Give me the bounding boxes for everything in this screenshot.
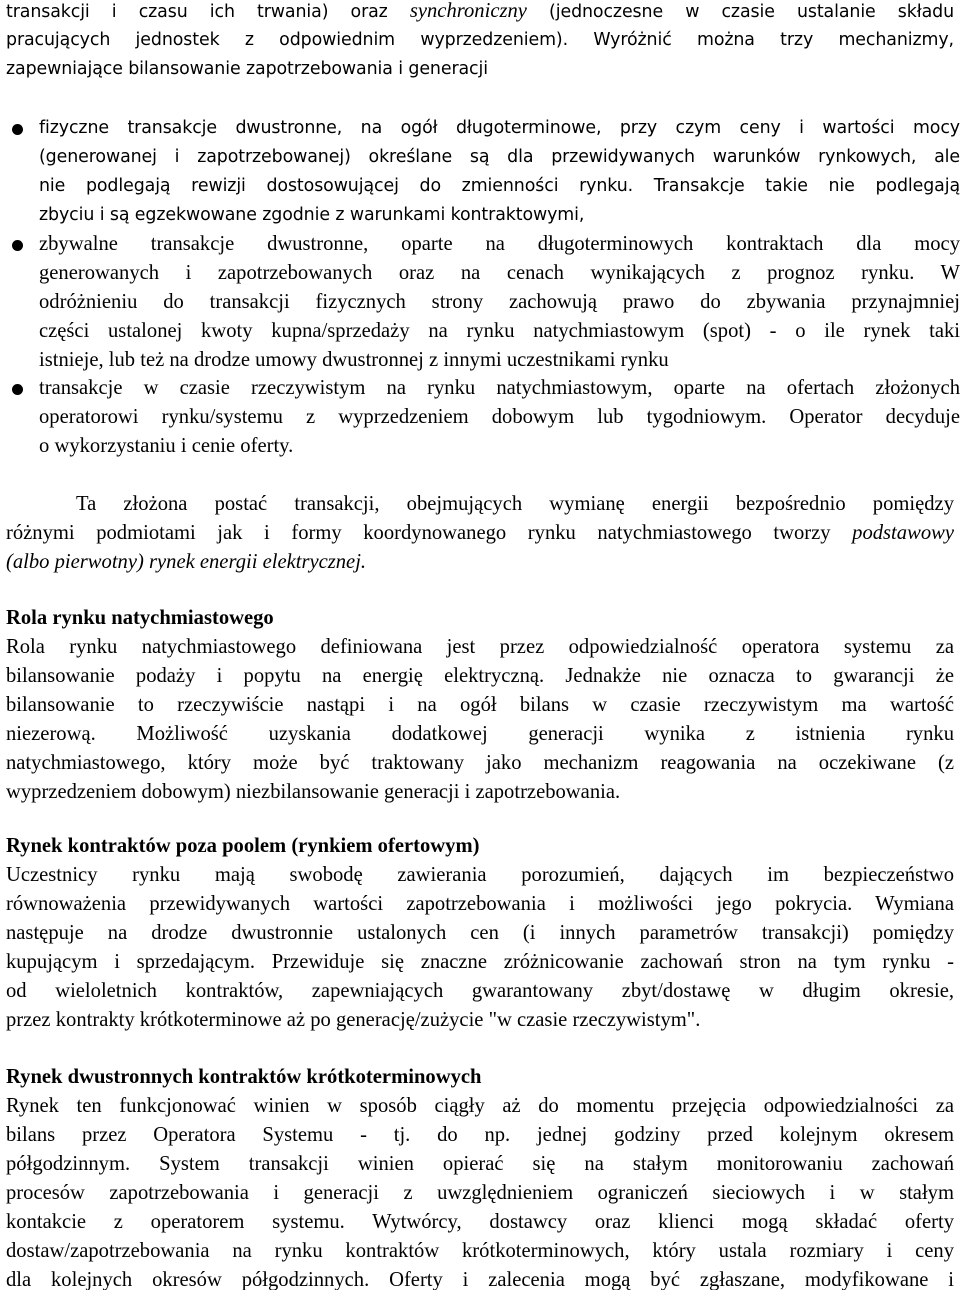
- list-item-text: [39, 230, 960, 375]
- paragraph-line: wyprzedzeniem dobowym) niezbilansowanie generacji i zapotrzebowania.: [6, 781, 621, 803]
- section-heading: Rynek kontraktów poza poolem (rynkiem ofertowym): [6, 835, 480, 857]
- paragraph-line: kupującym i sprzedającym. Przewiduje się znaczne zróżnicowanie zachowań stron na tym rynku -: [6, 951, 954, 973]
- paragraph-line: równoważenia przewidywanych wartości zapotrzebowania i możliwości jego pokrycia. Wymiana: [6, 893, 954, 915]
- paragraph-line: bilansowanie to rzeczywiście nastąpi i na ogół bilans w czasie rzeczywistym ma wartość: [6, 694, 954, 716]
- paragraph-line: od wieloletnich kontraktów, zapewniających gwarantowany zbyt/dostawę w długim okresie,: [6, 980, 954, 1002]
- intro-line: zapewniające bilansowanie zapotrzebowania i generacji: [6, 59, 488, 79]
- paragraph-line: natychmiastowego, który może być traktowany jako mechanizm reagowania na oczekiwane (z: [6, 752, 954, 774]
- bullet-icon: [12, 384, 23, 395]
- list-item-line: transakcje w czasie rzeczywistym na rynku natychmiastowym, oparte na ofertach złożonych: [39, 377, 960, 399]
- paragraph-line: Uczestnicy rynku mają swobodę zawierania porozumień, dających im bezpieczeństwo: [6, 864, 954, 886]
- list-item-line: zbyciu i są egzekwowane zgodnie z warunkami kontraktowymi,: [39, 205, 585, 225]
- paragraph-line: Rynek ten funkcjonować winien w sposób ciągły aż do momentu przejęcia odpowiedzialności za: [6, 1095, 954, 1117]
- list-item-line: operatorowi rynku/systemu z wyprzedzeniem dobowym lub tygodniowym. Operator decyduje: [39, 406, 960, 428]
- summary-line: Ta złożona postać transakcji, obejmujących wymianę energii bezpośrednio pomiędzy: [76, 493, 954, 515]
- paragraph-line: dla kolejnych okresów półgodzinnych. Oferty i zalecenia mogą być zgłaszane, modyfikowane i: [6, 1269, 954, 1290]
- section-rynek-kontraktow: [6, 832, 954, 1035]
- list-item-line: zbywalne transakcje dwustronne, oparte na długoterminowych kontraktach dla mocy: [39, 233, 960, 255]
- intro-line: transakcji i czasu ich trwania) oraz synchroniczny (jednoczesne w czasie ustalanie składu: [6, 0, 954, 22]
- paragraph-line: bilansowanie podaży i popytu na energię elektryczną. Jednakże nie oznacza to gwarancji że: [6, 665, 954, 687]
- paragraph-line: półgodzinnym. System transakcji winien opierać się na stałym monitorowaniu zachowań: [6, 1153, 954, 1175]
- paragraph-line: Rola rynku natychmiastowego definiowana jest przez odpowiedzialność operatora systemu za: [6, 636, 954, 658]
- paragraph-line: procesów zapotrzebowania i generacji z uwzględnieniem ograniczeń sieciowych i w stałym: [6, 1182, 954, 1204]
- list-item-line: części ustalonej kwoty kupna/sprzedaży na rynku natychmiastowym (spot) - o ile rynek taki: [39, 320, 960, 342]
- paragraph-line: kontakcie z operatorem systemu. Wytwórcy, dostawcy oraz klienci mogą składać oferty: [6, 1211, 954, 1233]
- list-item-text: [39, 374, 960, 461]
- section-heading: Rola rynku natychmiastowego: [6, 607, 274, 629]
- list-item-line: o wykorzystaniu i cenie oferty.: [39, 435, 294, 457]
- summary-paragraph: [6, 490, 954, 577]
- emphasis-podstawowy: podstawowy: [852, 522, 954, 544]
- paragraph-line: niezerową. Możliwość uzyskania dodatkowej generacji wynika z istnienia rynku: [6, 723, 954, 745]
- emphasis-synchroniczny: synchroniczny: [409, 0, 527, 22]
- section-rola-rynku: [6, 604, 954, 807]
- intro-paragraph: [6, 0, 954, 84]
- section-rynek-dwustronnych: [6, 1063, 954, 1290]
- list-item-text: [39, 114, 960, 230]
- section-heading: Rynek dwustronnych kontraktów krótkoterminowych: [6, 1066, 482, 1088]
- summary-line: różnymi podmiotami jak i formy koordynowanego rynku natychmiastowego tworzy podstawowy: [6, 522, 954, 544]
- bullet-icon: [12, 124, 23, 135]
- list-item-line: odróżnieniu do transakcji fizycznych strony zachowują prawo do zbywania przynajmniej: [39, 291, 960, 313]
- list-item-line: (generowanej i zapotrzebowanej) określane są dla przewidywanych warunków rynkowych, ale: [39, 147, 960, 167]
- intro-line: pracujących jednostek z odpowiednim wyprzedzeniem). Wyróżnić można trzy mechanizmy,: [6, 30, 954, 50]
- bullet-icon: [12, 240, 23, 251]
- paragraph-line: przez kontrakty krótkoterminowe aż po generację/zużycie "w czasie rzeczywistym".: [6, 1009, 701, 1031]
- list-item-line: istnieje, lub też na drodze umowy dwustronnej z innymi uczestnikami rynku: [39, 349, 669, 371]
- paragraph-line: następuje na drodze dwustronnie ustalonych cen (i innych parametrów transakcji) pomiędzy: [6, 922, 954, 944]
- list-item-line: generowanych i zapotrzebowanych oraz na cenach wynikających z prognoz rynku. W: [39, 262, 960, 284]
- list-item-line: fizyczne transakcje dwustronne, na ogół długoterminowe, przy czym ceny i wartości mocy: [39, 118, 960, 138]
- paragraph-line: bilans przez Operatora Systemu - tj. do np. jednej godziny przed kolejnym okresem: [6, 1124, 954, 1146]
- summary-line: (albo pierwotny) rynek energii elektrycznej.: [6, 551, 367, 573]
- list-item-line: nie podlegają rewizji dostosowującej do zmienności rynku. Transakcje takie nie podlegają: [39, 176, 960, 196]
- paragraph-line: dostaw/zapotrzebowania na rynku kontraktów krótkoterminowych, który ustala rozmiary i ceny: [6, 1240, 954, 1262]
